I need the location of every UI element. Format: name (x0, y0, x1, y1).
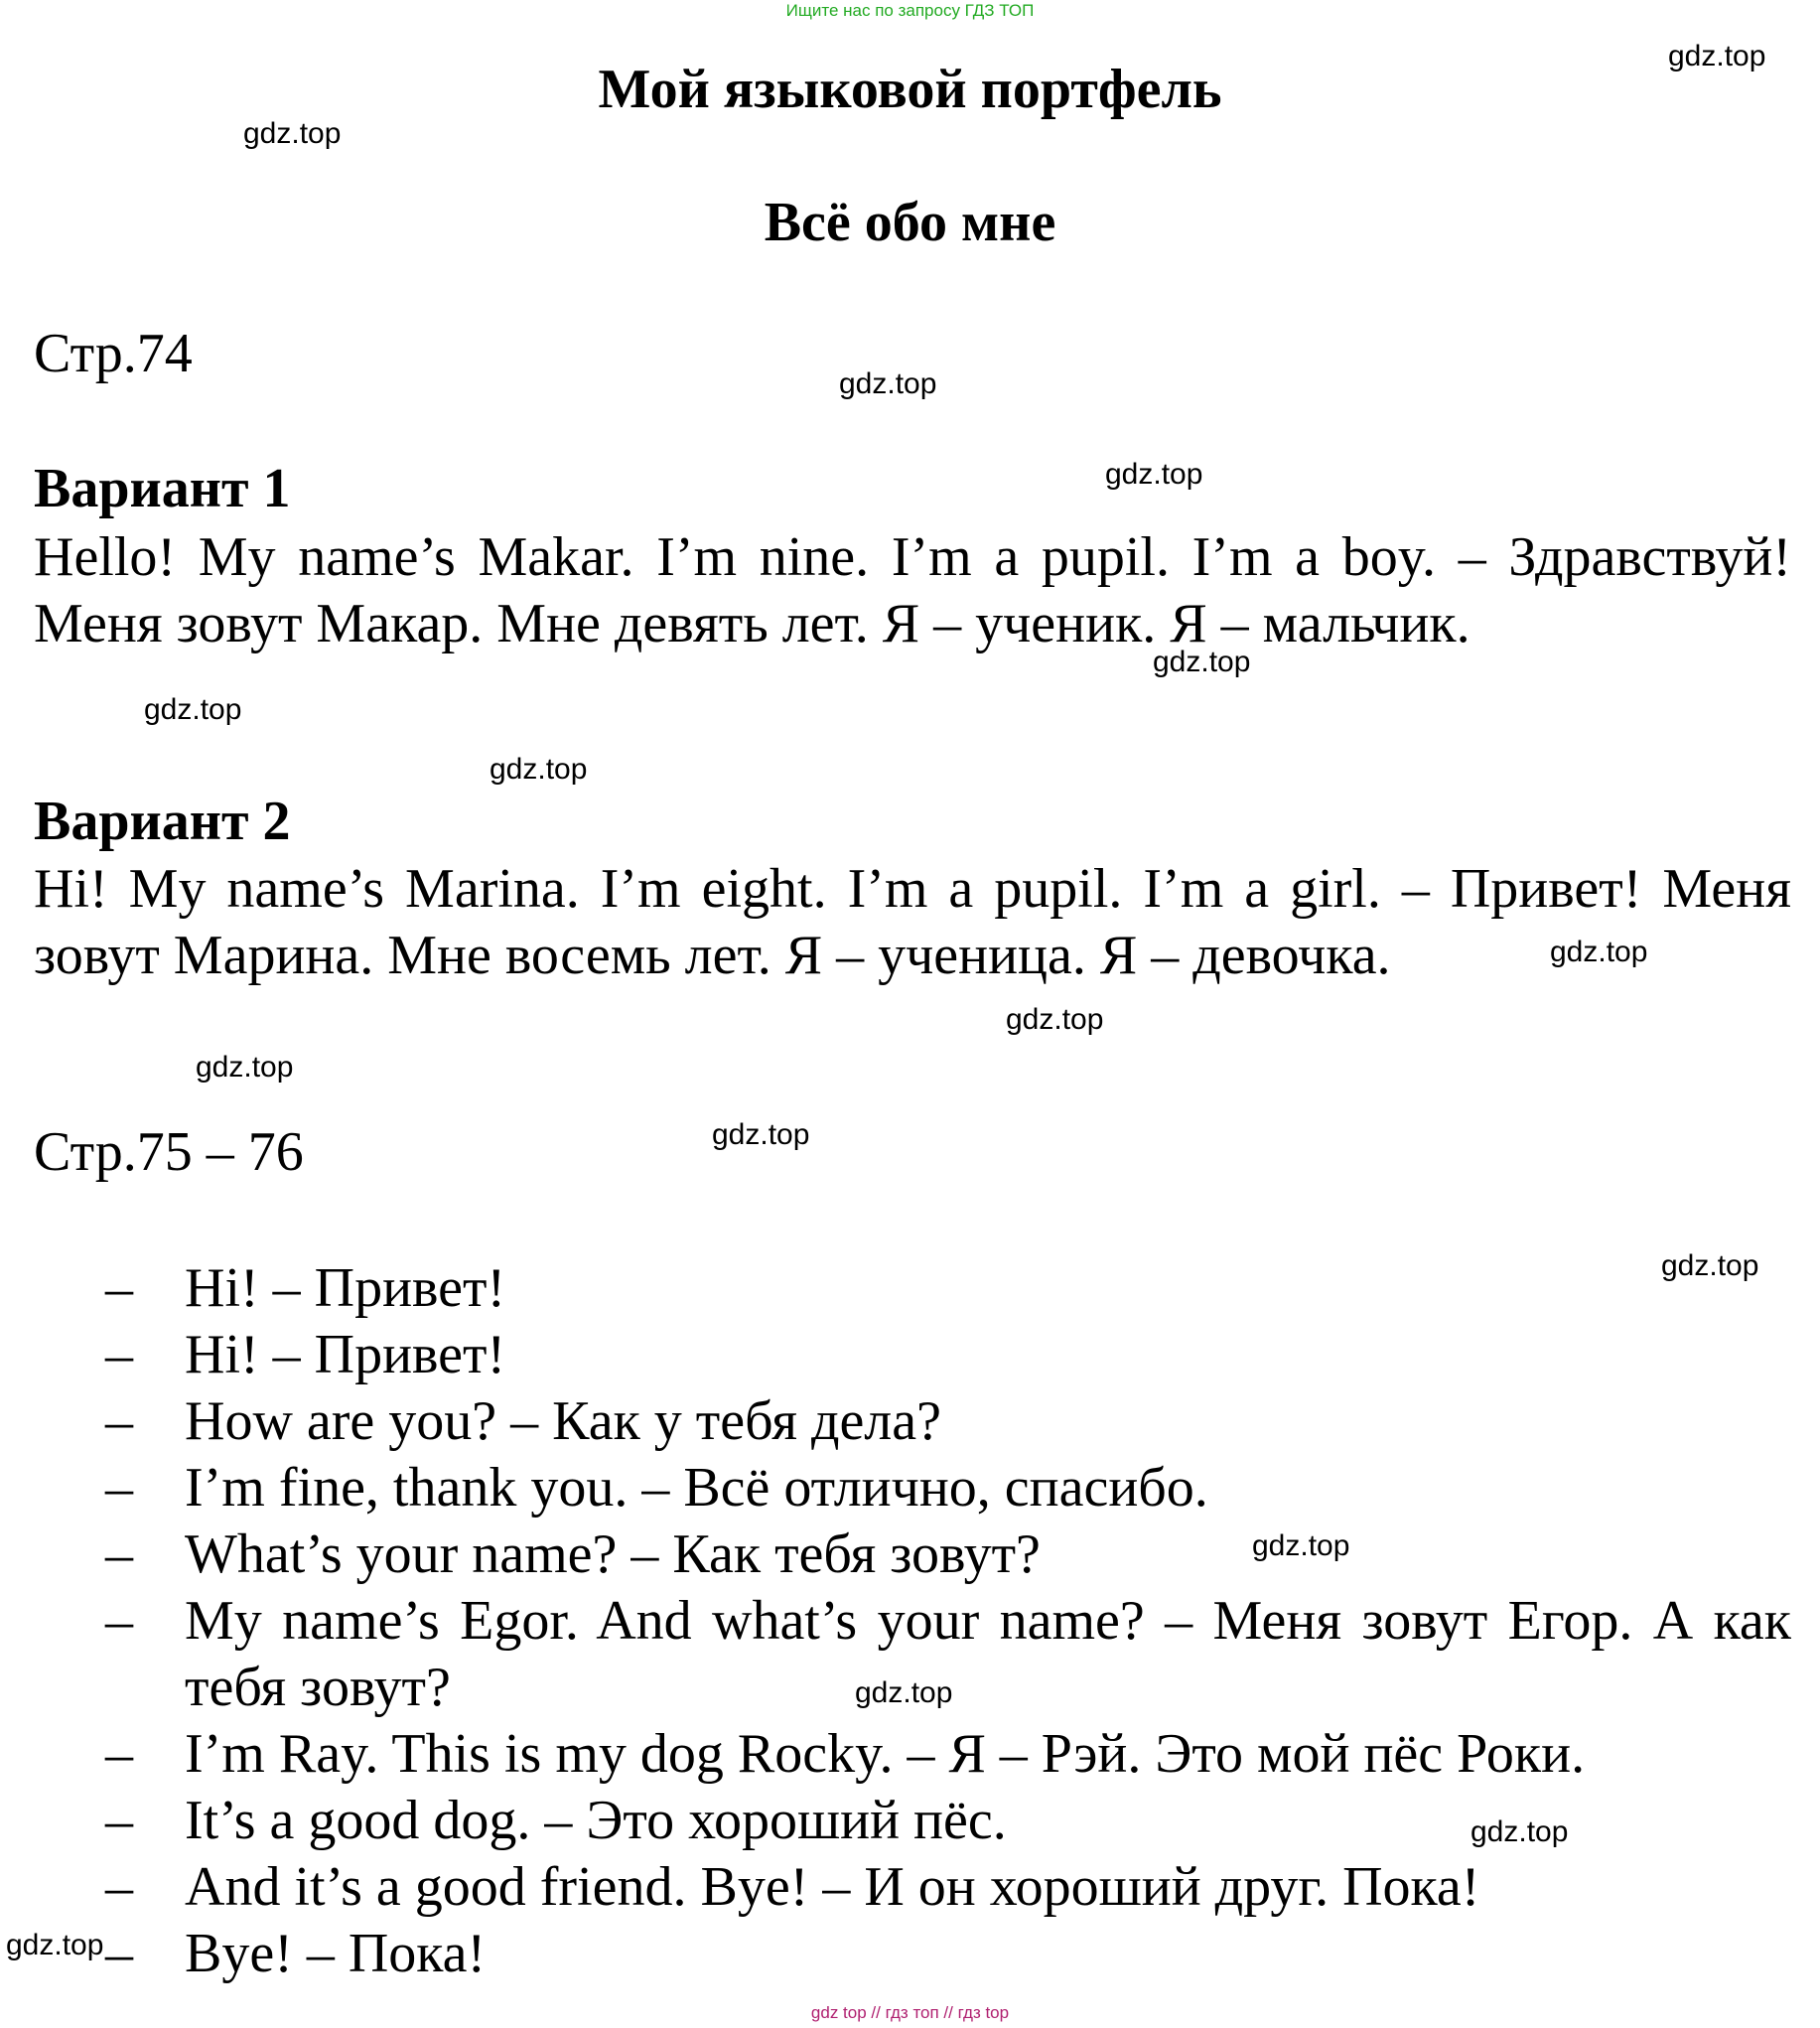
dialogue-line-text: Hi! – Привет! (185, 1257, 506, 1319)
dialogue-line (0, 1255, 1791, 1322)
dialogue-line (0, 1322, 1791, 1388)
watermark: gdz.top (243, 117, 342, 150)
watermark: gdz.top (490, 753, 588, 786)
dialogue-dash: – (105, 1324, 133, 1385)
dialogue-line-text: My name’s Egor. And what’s your name? – Меня зовут Егор. А как тебя зовут? (185, 1590, 1791, 1718)
dialogue-dash: – (105, 1923, 133, 1984)
variant-1-heading: Вариант 1 (34, 458, 291, 519)
dialogue-dash: – (105, 1523, 133, 1585)
dialogue-line (0, 1921, 1791, 1987)
footer-banner: gdz top // гдз топ // гдз top (810, 2003, 1010, 2022)
dialogue-line-text: I’m Ray. This is my dog Rocky. – Я – Рэй. Это мой пёс Роки. (185, 1723, 1586, 1785)
dialogue-dash: – (105, 1590, 133, 1652)
variant-2-heading: Вариант 2 (34, 791, 291, 852)
page-reference-75-76: Стр.75 – 76 (34, 1121, 304, 1183)
dialogue-line-text: And it’s a good friend. Bye! – И он хороший друг. Пока! (185, 1856, 1480, 1918)
watermark: gdz.top (1668, 40, 1766, 72)
watermark: gdz.top (196, 1051, 294, 1084)
watermark: gdz.top (839, 367, 937, 400)
dialogue-line (0, 1455, 1791, 1521)
dialogue-line-text: Hi! – Привет! (185, 1324, 506, 1385)
dialogue-line (0, 1854, 1791, 1921)
watermark: gdz.top (1252, 1529, 1350, 1562)
dialogue-line-text: Bye! – Пока! (185, 1923, 487, 1984)
watermark: gdz.top (1105, 458, 1203, 491)
dialogue-line-text: I’m fine, thank you. – Всё отлично, спасибо. (185, 1457, 1208, 1519)
dialogue-dash: – (105, 1390, 133, 1452)
variant-2-text: Hi! My name’s Marina. I’m eight. I’m a pupil. I’m a girl. – Привет! Меня зовут Марина. Мне восемь лет. Я – ученица. Я – девочка. (34, 858, 1791, 986)
dialogue-line-text: How are you? – Как у тебя дела? (185, 1390, 941, 1452)
dialogue-dash: – (105, 1856, 133, 1918)
variant-1-text: Hello! My name’s Makar. I’m nine. I’m a pupil. I’m a boy. – Здравствуй! Меня зовут Макар. Мне девять лет. Я – ученик. Я – мальчик. (34, 526, 1791, 654)
page-reference-74: Стр.74 (34, 323, 193, 384)
dialogue-line (0, 1721, 1791, 1788)
dialogue-dash: – (105, 1257, 133, 1319)
dialogue-line-text: What’s your name? – Как тебя зовут? (185, 1523, 1041, 1585)
watermark: gdz.top (855, 1676, 953, 1709)
dialogue-list (0, 1255, 1820, 1987)
watermark: gdz.top (1470, 1815, 1569, 1848)
watermark: gdz.top (712, 1118, 810, 1151)
page-subtitle: Всё обо мне (764, 192, 1056, 253)
watermark: gdz.top (1153, 646, 1251, 678)
dialogue-dash: – (105, 1723, 133, 1785)
watermark: gdz.top (1661, 1249, 1759, 1282)
dialogue-dash: – (105, 1457, 133, 1519)
page-title: Мой языковой портфель (598, 59, 1222, 120)
watermark: gdz.top (1550, 936, 1648, 968)
watermark: gdz.top (144, 693, 242, 726)
watermark: gdz.top (6, 1929, 104, 1961)
dialogue-dash: – (105, 1790, 133, 1851)
dialogue-line (0, 1521, 1791, 1588)
dialogue-line (0, 1388, 1791, 1455)
watermark: gdz.top (1006, 1003, 1104, 1036)
top-banner: Ищите нас по запросу ГДЗ ТОП (785, 1, 1035, 20)
dialogue-line-text: It’s a good dog. – Это хороший пёс. (185, 1790, 1007, 1851)
